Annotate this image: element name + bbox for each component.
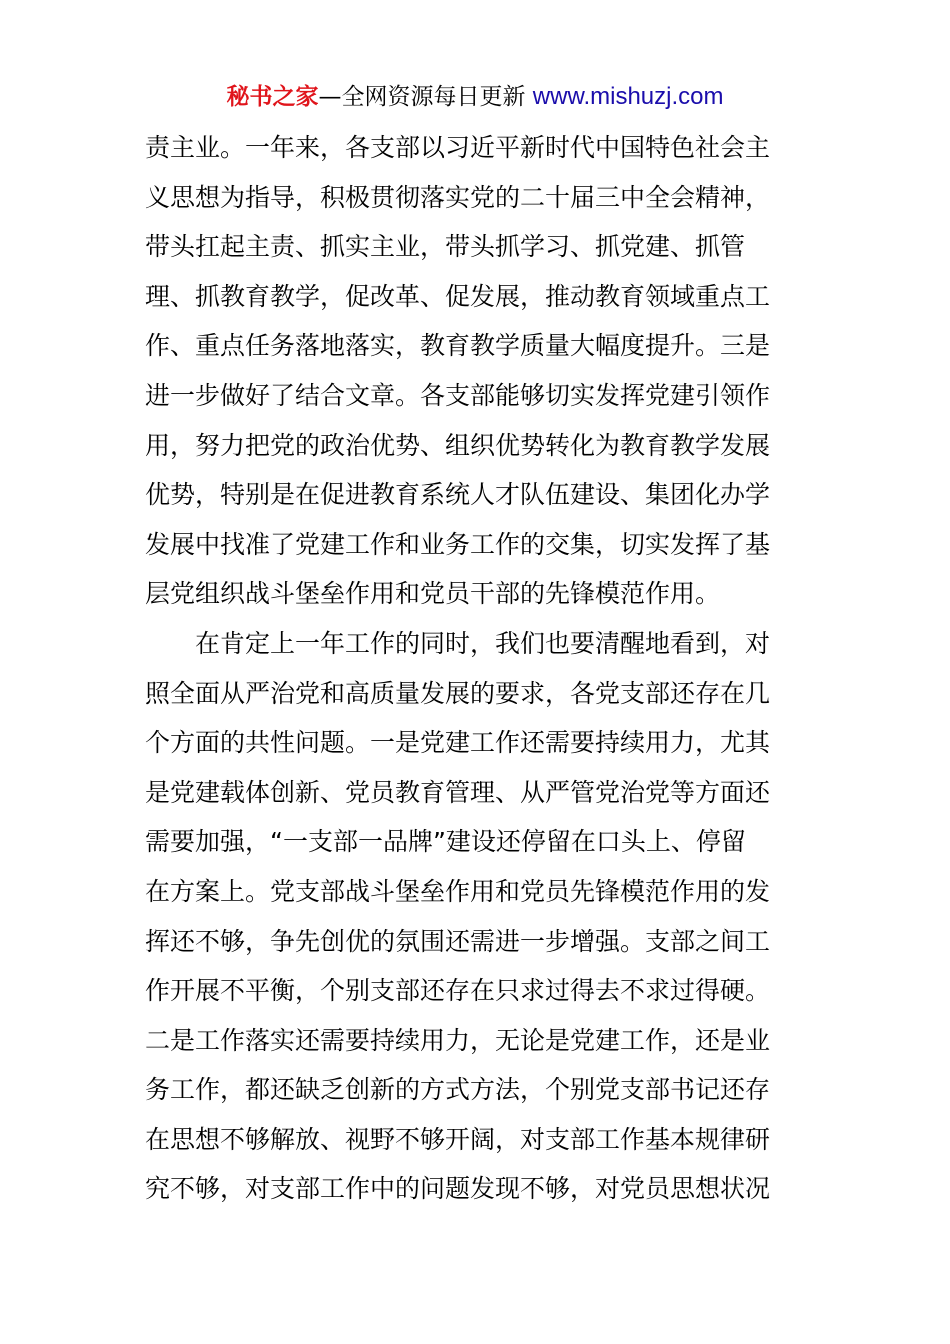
- text-line: 层党组织战斗堡垒作用和党员干部的先锋模范作用。: [145, 579, 721, 609]
- text-line: 在方案上。党支部战斗堡垒作用和党员先锋模范作用的发: [145, 876, 771, 906]
- text-line: 责主业。一年来，各支部以习近平新时代中国特色社会主: [145, 133, 771, 162]
- site-url-link[interactable]: www.mishuzj.com: [532, 83, 724, 110]
- header-tagline: —全网资源每日更新: [318, 84, 526, 110]
- text-line: 作开展不平衡，个别支部还存在只求过得去不求过得硬。: [145, 976, 771, 1006]
- text-line: 在肯定上一年工作的同时，我们也要清醒地看到，对: [145, 628, 771, 658]
- text-line: 带头扛起主责、抓实主业，带头抓学习、抓党建、抓管: [145, 232, 746, 262]
- text-line: 在思想不够解放、视野不够开阔，对支部工作基本规律研: [145, 1124, 771, 1154]
- text-line: 进一步做好了结合文章。各支部能够切实发挥党建引领作: [145, 380, 771, 410]
- text-line: 务工作，都还缺乏创新的方式方法，个别党支部书记还存: [145, 1075, 771, 1105]
- text-line: 用，努力把党的政治优势、组织优势转化为教育教学发展: [145, 430, 771, 460]
- text-line: 需要加强，“一支部一品牌”建设还停留在口头上、停留: [145, 827, 746, 857]
- text-line: 究不够，对支部工作中的问题发现不够，对党员思想状况: [145, 1174, 771, 1204]
- text-line: 发展中找准了党建工作和业务工作的交集，切实发挥了基: [145, 529, 771, 559]
- page-header: [0, 80, 950, 114]
- text-line: 优势，特别是在促进教育系统人才队伍建设、集团化办学: [145, 480, 771, 510]
- text-line: 个方面的共性问题。一是党建工作还需要持续用力，尤其: [145, 728, 771, 758]
- text-line: 义思想为指导，积极贯彻落实党的二十届三中全会精神，: [145, 182, 771, 212]
- document-body: [145, 123, 810, 1214]
- text-line: 理、抓教育教学，促改革、促发展，推动教育领域重点工: [145, 281, 771, 311]
- brand-name: 秘书之家: [226, 84, 319, 110]
- text-line: 照全面从严治党和高质量发展的要求，各党支部还存在几: [145, 678, 771, 708]
- text-line: 挥还不够，争先创优的氛围还需进一步增强。支部之间工: [145, 926, 771, 956]
- text-line: 是党建载体创新、党员教育管理、从严管党治党等方面还: [145, 777, 771, 807]
- text-line: 二是工作落实还需要持续用力，无论是党建工作，还是业: [145, 1025, 771, 1055]
- text-line: 作、重点任务落地落实，教育教学质量大幅度提升。三是: [145, 331, 771, 361]
